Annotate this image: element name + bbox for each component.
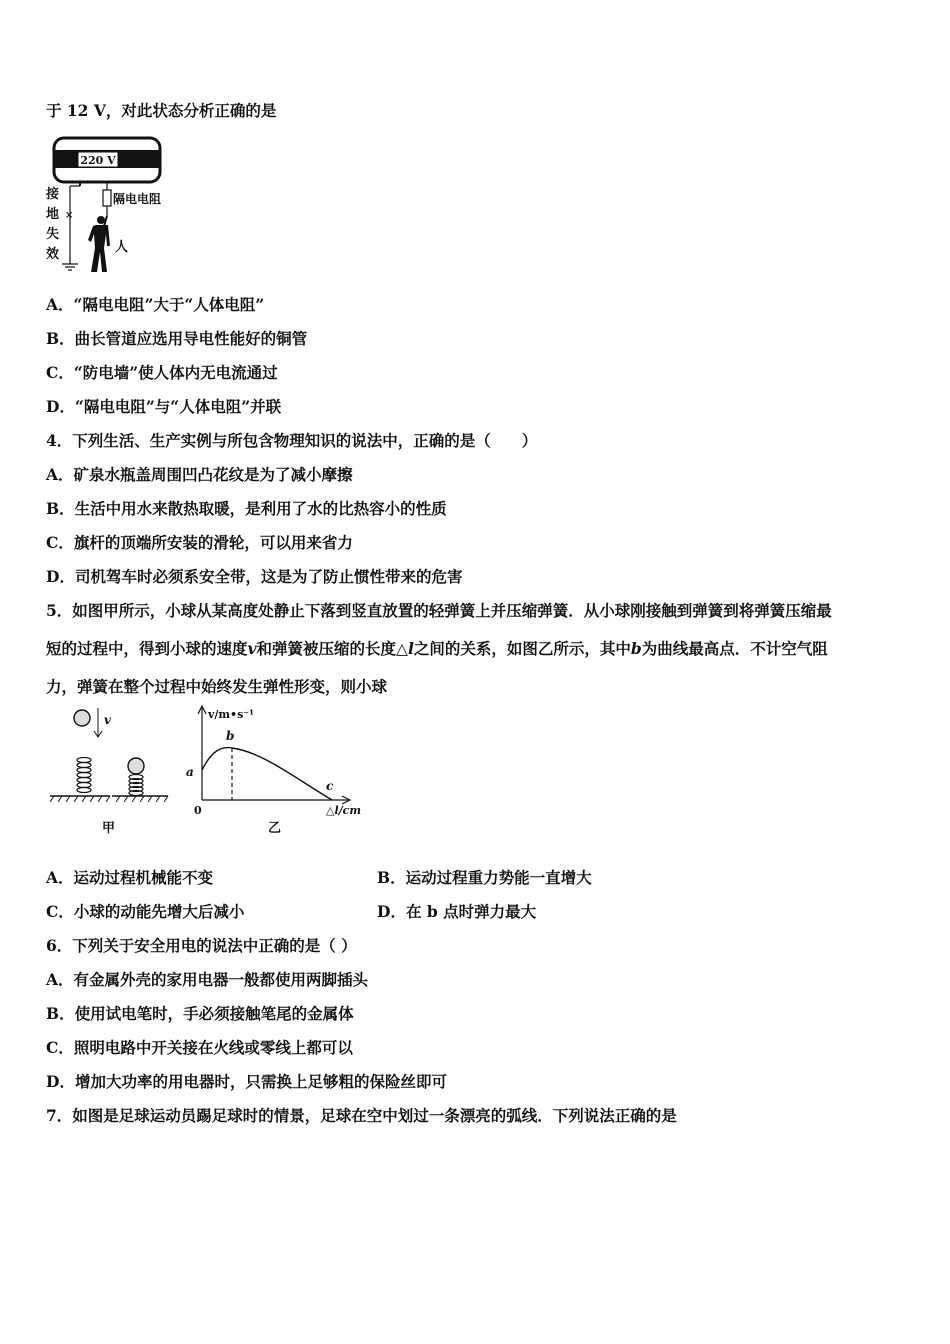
- q3-option-d: D．“隔电电阻”与“人体电阻”并联: [46, 397, 282, 416]
- isolation-resistor: [103, 190, 111, 206]
- point-b-label: b: [226, 729, 235, 743]
- ball-on-spring: [128, 758, 144, 774]
- spring-graph-figure: [46, 704, 376, 840]
- q5-stem-line2: 短的过程中，得到小球的速度v和弹簧被压缩的长度△l之间的关系，如图乙所示，其中b为曲线最高点．不计空气阻: [46, 639, 828, 658]
- q5-stem-line3: 力，弹簧在整个过程中始终发生弹性形变，则小球: [46, 677, 388, 696]
- svg-text:×: ×: [65, 210, 74, 221]
- point-c-label: c: [326, 779, 334, 793]
- q5-option-a: A．运动过程机械能不变: [46, 868, 214, 887]
- q6-stem: 6．下列关于安全用电的说法中正确的是（ ）: [46, 936, 357, 955]
- jia-label: 甲: [102, 821, 116, 836]
- person-label: 人: [115, 240, 129, 255]
- y-axis-label: v/m•s⁻¹: [208, 708, 254, 721]
- q5-option-b: B．运动过程重力势能一直增大: [377, 868, 592, 887]
- q4-option-d: D．司机驾车时必须系安全带，这是为了防止惯性带来的危害: [46, 567, 463, 586]
- q7-stem: 7．如图是足球运动员踢足球时的情景，足球在空中划过一条漂亮的弧线．下列说法正确的是: [46, 1106, 677, 1125]
- ground-char-2: 地: [46, 207, 60, 222]
- yi-label: 乙: [268, 821, 282, 836]
- q5-option-c: C．小球的动能先增大后减小: [46, 902, 245, 921]
- q4-option-c: C．旗杆的顶端所安装的滑轮，可以用来省力: [46, 533, 353, 552]
- q4-stem: 4．下列生活、生产实例与所包含物理知识的说法中，正确的是（ ）: [46, 431, 538, 450]
- spring-compressed: [129, 775, 143, 796]
- voltage-label: 220 V: [80, 154, 116, 167]
- resistor-label: 隔电电阻: [113, 192, 162, 206]
- ground-char-1: 接: [46, 187, 60, 202]
- q6-option-a: A．有金属外壳的家用电器一般都使用两脚插头: [46, 970, 369, 989]
- person-icon: [88, 216, 110, 272]
- q6-option-d: D．增加大功率的用电器时，只需换上足够粗的保险丝即可: [46, 1072, 447, 1091]
- water-heater-figure: [44, 134, 174, 278]
- falling-ball: [74, 710, 90, 726]
- spring-uncompressed: [77, 758, 91, 793]
- q6-option-c: C．照明电路中开关接在火线或零线上都可以: [46, 1038, 353, 1057]
- v-curve: [202, 748, 332, 800]
- ground-char-4: 效: [46, 247, 60, 262]
- q4-option-a: A．矿泉水瓶盖周围凹凸花纹是为了减小摩擦: [46, 465, 353, 484]
- q3-option-a: A．“隔电电阻”大于“人体电阻”: [46, 295, 265, 314]
- point-a-label: a: [186, 765, 194, 779]
- ground-char-3: 失: [46, 227, 60, 242]
- v-arrow-label: v: [104, 713, 111, 727]
- q3-option-b: B．曲长管道应选用导电性能好的铜管: [46, 329, 308, 348]
- x-axis-label: △l/cm: [326, 804, 361, 817]
- q3-option-c: C．“防电墙”使人体内无电流通过: [46, 363, 278, 382]
- q6-option-b: B．使用试电笔时，手必须接触笔尾的金属体: [46, 1004, 354, 1023]
- intro-line: 于 12 V，对此状态分析正确的是: [46, 101, 277, 120]
- origin-label: 0: [194, 804, 202, 817]
- q5-option-d: D．在 b 点时弹力最大: [377, 902, 537, 921]
- q4-option-b: B．生活中用水来散热取暖，是利用了水的比热容小的性质: [46, 499, 447, 518]
- q5-stem-line1: 5．如图甲所示，小球从某高度处静止下落到竖直放置的轻弹簧上并压缩弹簧．从小球刚接触到弹簧到将弹簧压缩最: [46, 601, 832, 620]
